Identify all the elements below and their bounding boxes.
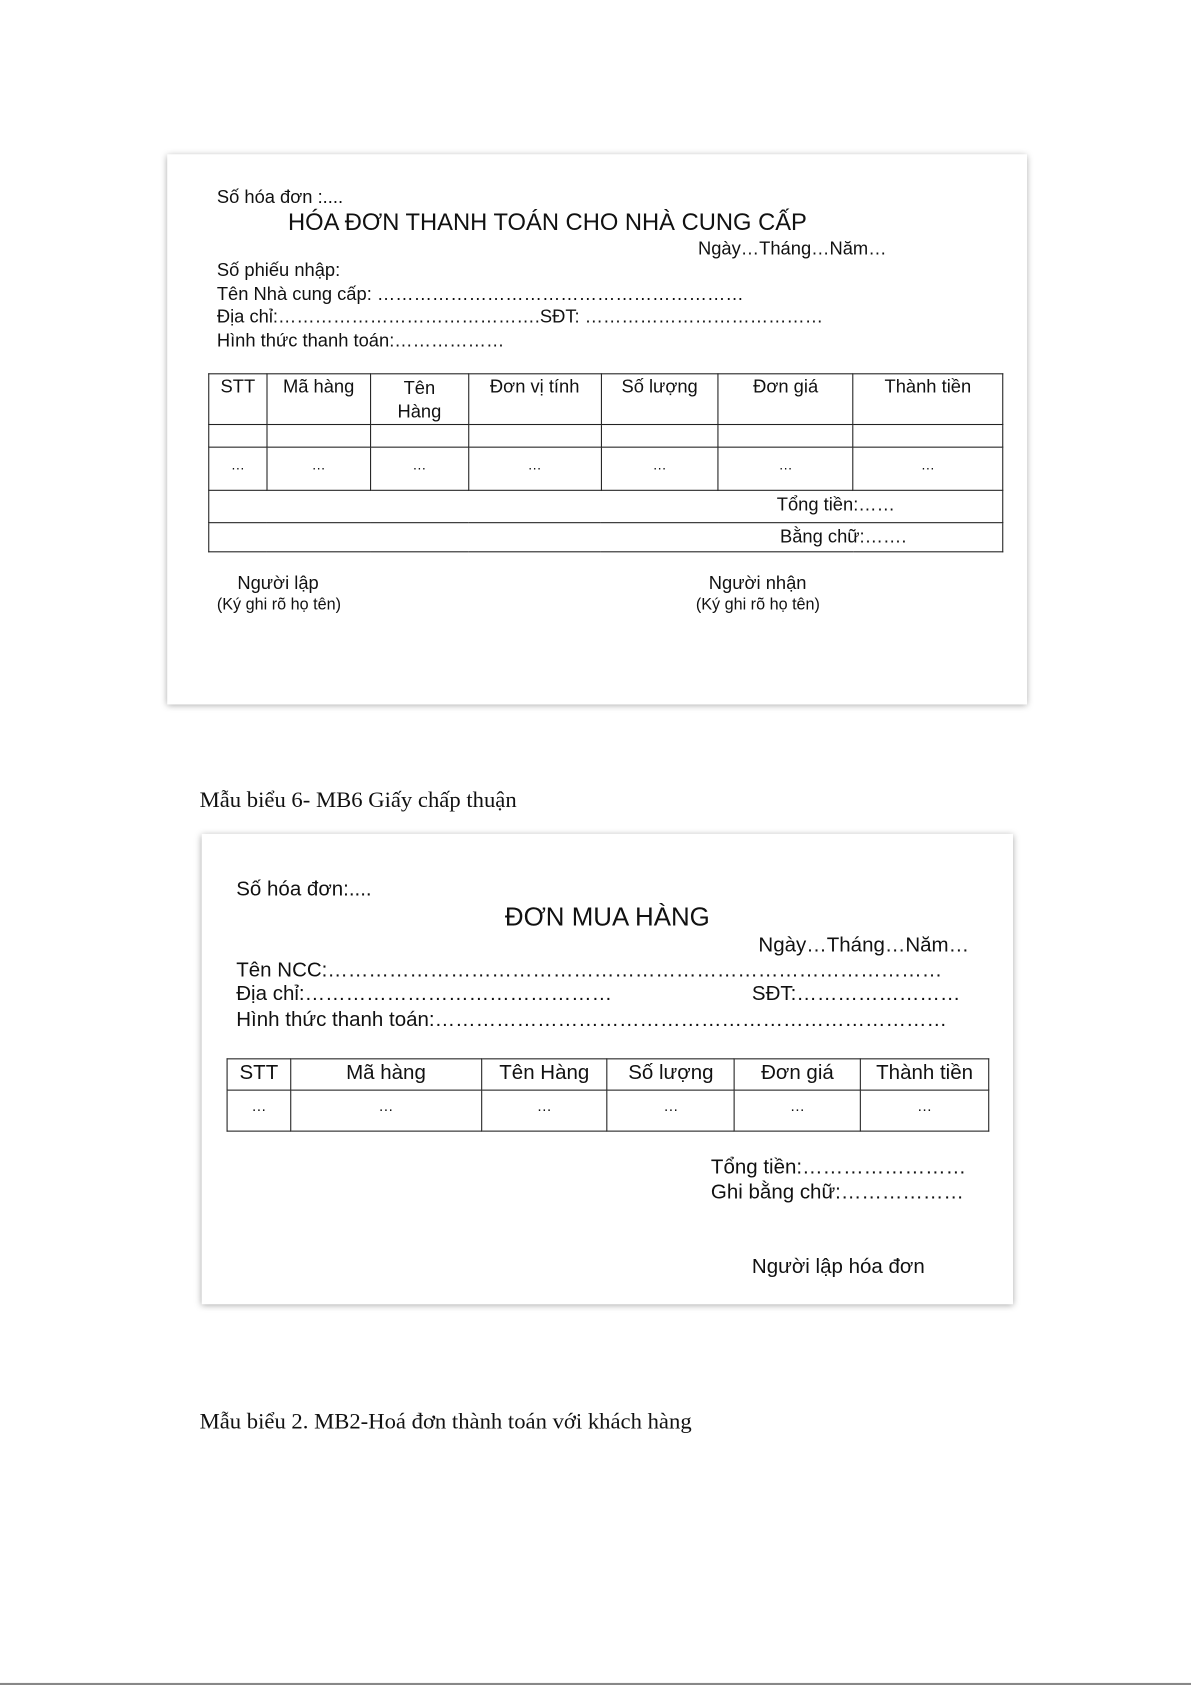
table-header-row [227, 1059, 989, 1090]
form-title: ĐƠN MUA HÀNG [504, 902, 710, 933]
date-line: Ngày…Tháng…Năm… [758, 934, 970, 957]
table-cell: … [209, 447, 267, 490]
payment-method-line: Hình thức thanh toán:………………………………………………………………… [236, 1008, 948, 1032]
amount-in-words: Bằng chữ:……. [209, 523, 1003, 552]
table-cell [267, 425, 370, 448]
header-cell: Số lượng [601, 374, 718, 425]
table-cell: … [734, 1090, 860, 1131]
header-cell: Tên Hàng [481, 1059, 607, 1090]
table-cell [601, 425, 718, 448]
table-cell [209, 425, 267, 448]
table-cell [718, 425, 853, 448]
header-cell: Đơn giá [718, 374, 853, 425]
header-cell: Thành tiền [860, 1059, 988, 1090]
table-row [209, 425, 1003, 448]
total-amount: Tổng tiền:…… [209, 490, 1003, 522]
supplier-name-line: Tên Nhà cung cấp: …………………………………………………… [216, 283, 744, 305]
header-cell: Tên Hàng [370, 374, 468, 425]
table-cell [853, 425, 1003, 448]
address-phone-line: Địa chỉ:…………………………………….SĐT: ………………………………… [216, 306, 824, 327]
table-cell: … [718, 447, 853, 490]
date-line: Ngày…Tháng…Năm… [697, 238, 887, 259]
order-items-table [227, 1058, 990, 1131]
table-header-row [209, 374, 1003, 425]
invoice-creator-signature: Người lập hóa đơn [751, 1255, 925, 1279]
creator-signature-title: Người lập [237, 572, 319, 594]
address-line: Địa chỉ:……………………………………… [236, 982, 613, 1006]
table-row [227, 1090, 989, 1131]
header-cell: Mã hàng [291, 1059, 482, 1090]
receipt-number: Số phiếu nhập: [216, 259, 341, 281]
header-cell: STT [209, 374, 267, 425]
supplier-line: Tên NCC:……………………………………………………………………………… [236, 959, 943, 982]
table-row [209, 447, 1003, 490]
table-cell: … [607, 1090, 734, 1131]
in-words-row [209, 523, 1003, 552]
table-cell: … [370, 447, 468, 490]
table-cell: … [267, 447, 370, 490]
invoice-items-table [208, 373, 1003, 552]
invoice-number: Số hóa đơn :.... [216, 186, 344, 208]
creator-signature-note: (Ký ghi rõ họ tên) [216, 595, 341, 614]
total-amount: Tổng tiền:…………………… [710, 1156, 967, 1180]
caption-mb6: Mẫu biểu 6- MB6 Giấy chấp thuận [199, 786, 517, 813]
table-cell [468, 425, 600, 448]
header-cell: Số lượng [607, 1059, 734, 1090]
amount-in-words: Ghi bằng chữ:……………… [710, 1181, 964, 1204]
header-cell: Đơn vị tính [468, 374, 600, 425]
form-title: HÓA ĐƠN THANH TOÁN CHO NHÀ CUNG CẤP [288, 208, 807, 236]
payment-method-line: Hình thức thanh toán:……………… [216, 330, 505, 351]
total-row [209, 490, 1003, 522]
receiver-signature-note: (Ký ghi rõ họ tên) [695, 595, 820, 614]
phone-line: SĐT:…………………… [751, 982, 961, 1006]
table-cell: … [227, 1090, 291, 1131]
header-cell: STT [227, 1059, 291, 1090]
table-cell: … [291, 1090, 482, 1131]
header-cell: Mã hàng [267, 374, 370, 425]
table-cell: … [481, 1090, 607, 1131]
header-cell: Thành tiền [853, 374, 1003, 425]
table-cell: … [860, 1090, 988, 1131]
invoice-number: Số hóa đơn:.... [236, 878, 372, 901]
table-cell: … [601, 447, 718, 490]
receiver-signature-title: Người nhận [708, 572, 807, 594]
header-cell: Đơn giá [734, 1059, 860, 1090]
caption-mb2: Mẫu biểu 2. MB2-Hoá đơn thành toán với khách hàng [199, 1407, 692, 1434]
table-cell: … [468, 447, 600, 490]
table-cell: … [853, 447, 1003, 490]
table-cell [370, 425, 468, 448]
